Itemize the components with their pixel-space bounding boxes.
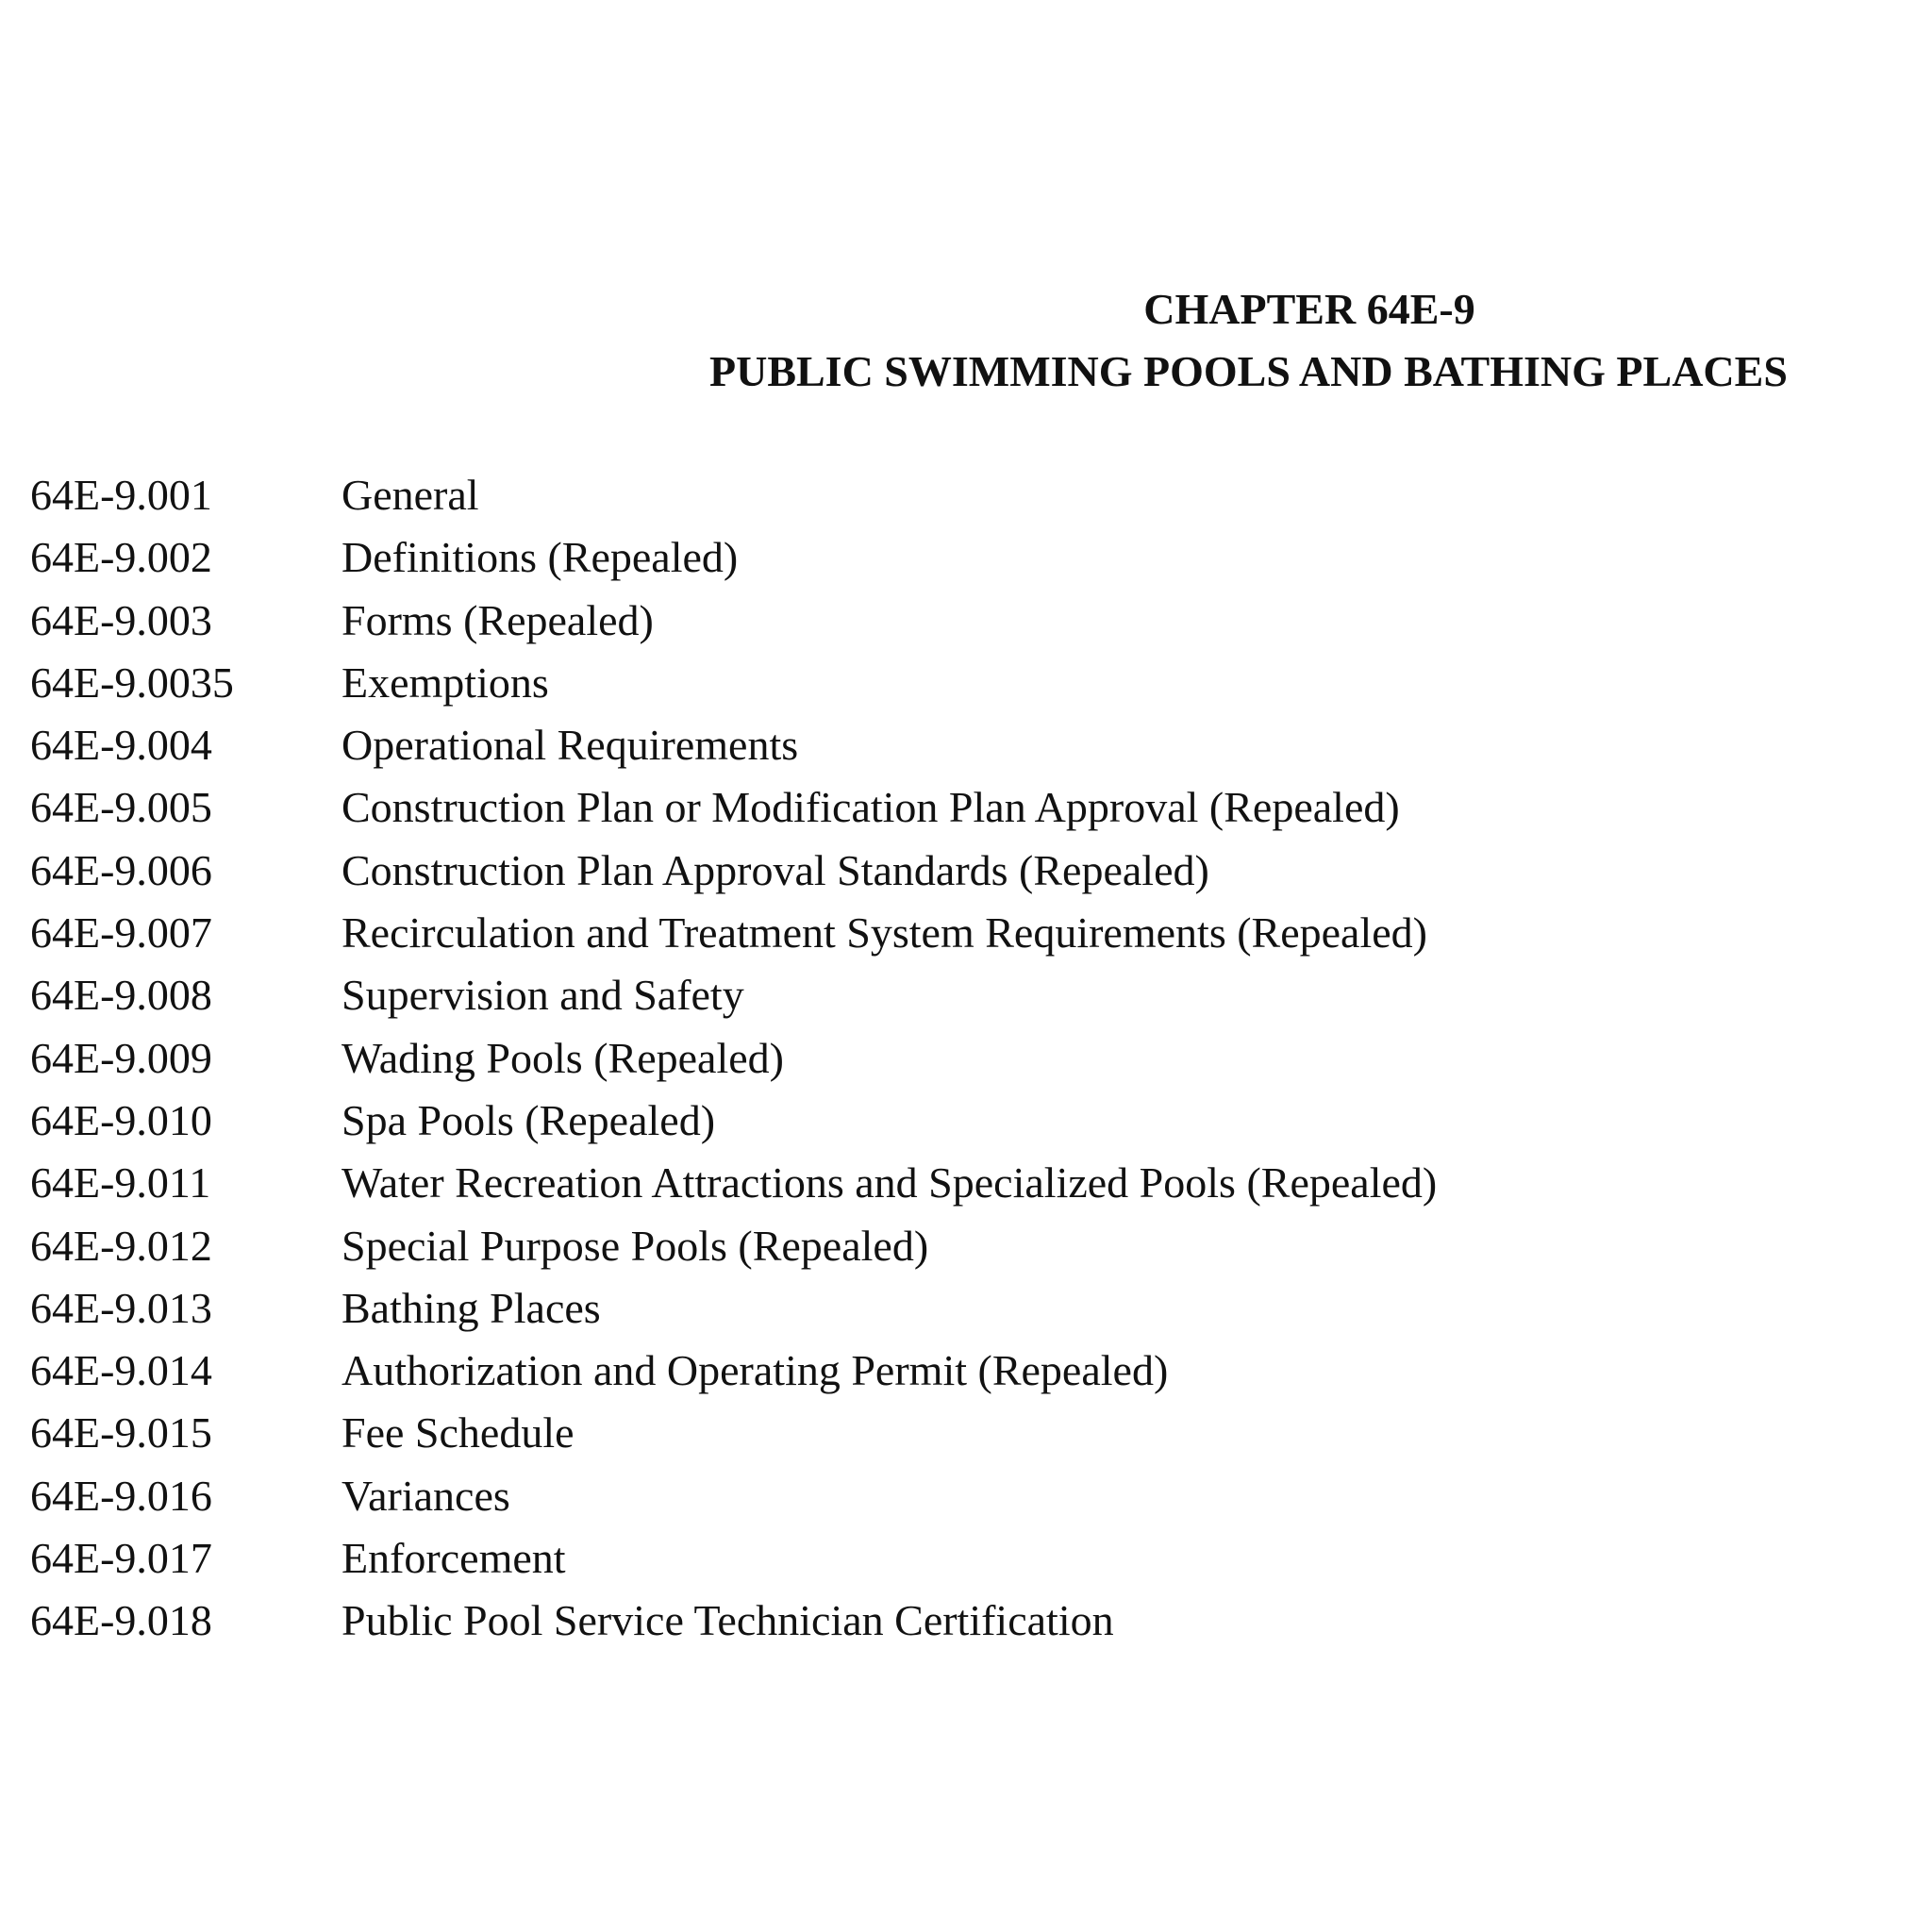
rule-title: Exemptions (341, 658, 549, 707)
rule-number: 64E-9.011 (30, 1158, 211, 1208)
toc-row (30, 1402, 1728, 1464)
toc-row (30, 1465, 1728, 1527)
toc-row (30, 464, 1728, 526)
rule-title: Special Purpose Pools (Repealed) (341, 1221, 929, 1270)
toc-row (30, 776, 1728, 839)
toc-row (30, 1590, 1728, 1652)
chapter-title: PUBLIC SWIMMING POOLS AND BATHING PLACES (709, 347, 1788, 395)
toc-row (30, 590, 1728, 652)
rule-number: 64E-9.008 (30, 971, 212, 1020)
rule-number: 64E-9.004 (30, 721, 212, 770)
rule-title: Public Pool Service Technician Certification (341, 1596, 1114, 1645)
toc-row (30, 1027, 1728, 1090)
table-of-contents (30, 464, 1728, 1653)
rule-title: Bathing Places (341, 1283, 601, 1332)
rule-title: Supervision and Safety (341, 971, 744, 1020)
rule-title: Definitions (Repealed) (341, 533, 739, 582)
toc-row (30, 526, 1728, 589)
rule-number: 64E-9.009 (30, 1033, 212, 1082)
rule-number: 64E-9.012 (30, 1221, 212, 1270)
rule-title: Fee Schedule (341, 1408, 575, 1457)
rule-title: Water Recreation Attractions and Specialized Pools (Repealed) (341, 1158, 1438, 1208)
rule-number: 64E-9.013 (30, 1283, 212, 1332)
rule-number: 64E-9.003 (30, 595, 212, 644)
rule-number: 64E-9.015 (30, 1408, 212, 1457)
rule-title: General (341, 471, 479, 519)
toc-row (30, 902, 1728, 964)
toc-row (30, 964, 1728, 1026)
toc-row (30, 1340, 1728, 1402)
toc-row (30, 1215, 1728, 1277)
rule-title: Enforcement (341, 1534, 566, 1583)
rule-title: Variances (341, 1471, 510, 1520)
rule-number: 64E-9.007 (30, 908, 212, 958)
rule-title: Recirculation and Treatment System Requirements (Repealed) (341, 908, 1427, 958)
rule-number: 64E-9.0035 (30, 658, 234, 707)
rule-title: Spa Pools (Repealed) (341, 1095, 716, 1144)
rule-number: 64E-9.014 (30, 1346, 212, 1395)
rule-title: Forms (Repealed) (341, 595, 654, 644)
rule-number: 64E-9.001 (30, 471, 212, 519)
rule-title: Operational Requirements (341, 721, 799, 770)
rule-number: 64E-9.016 (30, 1471, 212, 1520)
rule-number: 64E-9.006 (30, 845, 212, 894)
rule-title: Wading Pools (Repealed) (341, 1033, 784, 1082)
rule-title: Construction Plan or Modification Plan Approval (Repealed) (341, 783, 1400, 832)
rule-number: 64E-9.002 (30, 533, 212, 582)
toc-row (30, 1152, 1728, 1214)
rule-number: 64E-9.018 (30, 1596, 212, 1645)
toc-row (30, 652, 1728, 714)
toc-row (30, 840, 1728, 902)
toc-row (30, 1090, 1728, 1152)
rule-title: Authorization and Operating Permit (Repealed) (341, 1346, 1169, 1395)
rule-number: 64E-9.010 (30, 1095, 212, 1144)
toc-row (30, 714, 1728, 776)
toc-row (30, 1277, 1728, 1340)
toc-row (30, 1527, 1728, 1590)
rule-number: 64E-9.005 (30, 783, 212, 832)
rule-title: Construction Plan Approval Standards (Repealed) (341, 845, 1209, 894)
rule-number: 64E-9.017 (30, 1534, 212, 1583)
chapter-number: CHAPTER 64E-9 (1143, 285, 1475, 333)
